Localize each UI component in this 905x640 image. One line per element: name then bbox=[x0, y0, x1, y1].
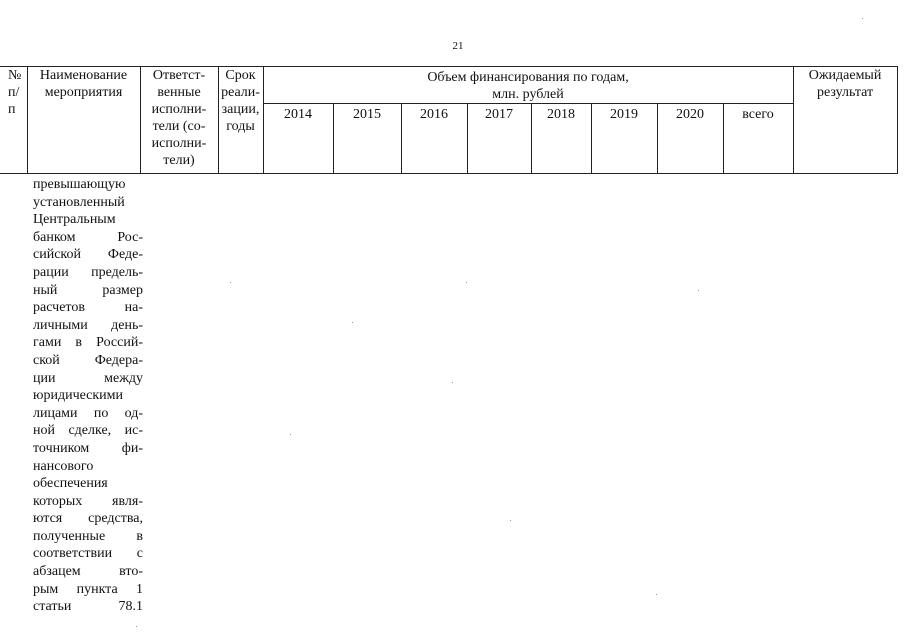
header-term-line-4: годы bbox=[226, 119, 255, 134]
measure-text-line: соответствии с bbox=[33, 546, 143, 562]
header-funding-line-1: Объем финансирования по годам, bbox=[427, 70, 629, 85]
header-term-line-3: зации, bbox=[221, 102, 260, 117]
scan-speck bbox=[136, 626, 137, 627]
measure-text-line: юридическими bbox=[33, 388, 124, 404]
header-result-line-1: Ожидаемый bbox=[808, 68, 882, 83]
header-term-col bbox=[218, 67, 263, 174]
scan-speck bbox=[466, 282, 467, 283]
header-number-line-2: п/п bbox=[8, 85, 20, 117]
measure-text-line: установленный bbox=[33, 194, 125, 210]
header-responsible-line-2: венные bbox=[157, 85, 201, 100]
measure-text-line: ской Федера- bbox=[33, 352, 143, 368]
scan-speck bbox=[290, 434, 291, 435]
header-name-line-2: мероприятия bbox=[44, 85, 123, 100]
header-responsible-line-4: тели (со- bbox=[152, 119, 206, 134]
header-funding-group bbox=[263, 67, 793, 104]
scan-speck bbox=[510, 520, 511, 521]
measure-text-line: которых явля- bbox=[33, 493, 143, 509]
measure-text-line: рым пункта 1 bbox=[33, 581, 143, 597]
measure-text-line: абзацем вто- bbox=[33, 564, 143, 580]
header-responsible-line-5: исполни- bbox=[151, 136, 207, 151]
measure-text-line: ются средства, bbox=[33, 511, 143, 527]
measure-text-line: нансового bbox=[33, 458, 94, 474]
measure-text-line: обеспечения bbox=[33, 476, 108, 492]
header-year-2019: 2019 bbox=[591, 104, 657, 174]
header-year-2018: 2018 bbox=[531, 104, 591, 174]
header-responsible-line-3: исполни- bbox=[151, 102, 207, 117]
measure-name-text bbox=[33, 176, 143, 616]
header-year-2014: 2014 bbox=[263, 104, 333, 174]
measure-text-line: банком Рос- bbox=[33, 229, 143, 245]
header-term-line-1: Срок bbox=[225, 68, 256, 83]
page-number: 21 bbox=[452, 40, 464, 52]
header-result-col bbox=[793, 67, 897, 174]
financing-table bbox=[0, 66, 898, 174]
scan-speck bbox=[230, 282, 231, 283]
header-number-line-1: № bbox=[8, 68, 22, 83]
header-responsible-line-6: тели) bbox=[163, 153, 195, 168]
scan-speck bbox=[698, 290, 699, 291]
scan-speck bbox=[862, 18, 863, 19]
scan-speck bbox=[352, 322, 353, 323]
measure-text-line: ции между bbox=[33, 370, 143, 386]
header-number-col bbox=[0, 67, 27, 174]
header-name-col bbox=[27, 67, 140, 174]
header-year-2015: 2015 bbox=[333, 104, 401, 174]
header-responsible-col bbox=[140, 67, 218, 174]
header-funding-line-2: млн. рублей bbox=[492, 87, 564, 102]
header-year-total: всего bbox=[723, 104, 793, 174]
measure-text-line: статьи 78.1 bbox=[33, 599, 143, 615]
header-year-2020: 2020 bbox=[657, 104, 723, 174]
measure-text-line: ной сделке, ис- bbox=[33, 423, 143, 439]
header-responsible-line-1: Ответст- bbox=[152, 68, 206, 83]
header-year-2016: 2016 bbox=[401, 104, 467, 174]
measure-text-line: превышающую bbox=[33, 177, 126, 192]
header-result-line-2: результат bbox=[816, 85, 874, 100]
measure-text-line: личными день- bbox=[33, 317, 143, 333]
measure-text-line: точником фи- bbox=[33, 440, 143, 456]
header-name-line-1: Наименование bbox=[39, 68, 128, 83]
measure-text-line: ный размер bbox=[33, 282, 143, 298]
scan-speck bbox=[452, 382, 453, 383]
measure-text-line: сийской Феде- bbox=[33, 247, 143, 263]
measure-text-line: рации предель- bbox=[33, 264, 143, 280]
header-year-2017: 2017 bbox=[467, 104, 531, 174]
measure-text-line: гами в Россий- bbox=[33, 335, 143, 351]
measure-text-line: Центральным bbox=[33, 212, 116, 228]
scan-speck bbox=[656, 594, 657, 595]
measure-text-line: расчетов на- bbox=[33, 300, 143, 316]
measure-text-line: лицами по од- bbox=[33, 405, 143, 421]
measure-text-line: полученные в bbox=[33, 528, 143, 544]
header-term-line-2: реали- bbox=[221, 85, 260, 100]
